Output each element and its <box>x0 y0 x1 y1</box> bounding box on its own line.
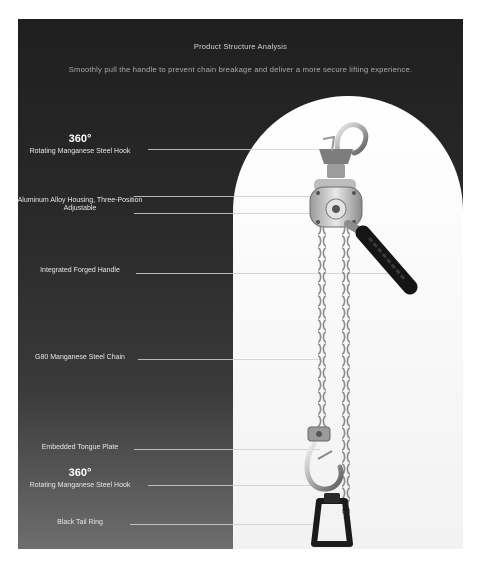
label-housing-text: Aluminum Alloy Housing, Three-Position Adjustable <box>18 197 143 213</box>
page-title: Product Structure Analysis <box>193 42 288 51</box>
label-tail-ring-text: Black Tail Ring <box>57 519 103 526</box>
bottom-hook-icon <box>307 444 341 489</box>
lever-hoist-illustration <box>18 19 463 549</box>
label-top-hook-rotation: 360° <box>68 133 92 145</box>
tail-ring-icon <box>314 493 350 544</box>
chain-icon <box>318 227 350 519</box>
label-tongue-plate-text: Embedded Tongue Plate <box>41 444 119 451</box>
page-subtitle: Smoothly pull the handle to prevent chain breakage and deliver a more secure lifting experience. <box>68 65 413 74</box>
product-panel <box>18 19 463 549</box>
label-bottom-hook-rotation: 360° <box>68 467 92 479</box>
handle-icon <box>348 224 410 287</box>
tongue-plate-icon <box>308 427 330 441</box>
housing-icon <box>310 179 362 227</box>
label-handle-text: Integrated Forged Handle <box>40 267 120 274</box>
label-bottom-hook-text: Rotating Manganese Steel Hook <box>29 482 131 490</box>
label-chain-text: G80 Manganese Steel Chain <box>35 354 125 361</box>
top-hook-icon <box>319 125 366 178</box>
label-top-hook-text: Rotating Manganese Steel Hook <box>29 148 131 156</box>
